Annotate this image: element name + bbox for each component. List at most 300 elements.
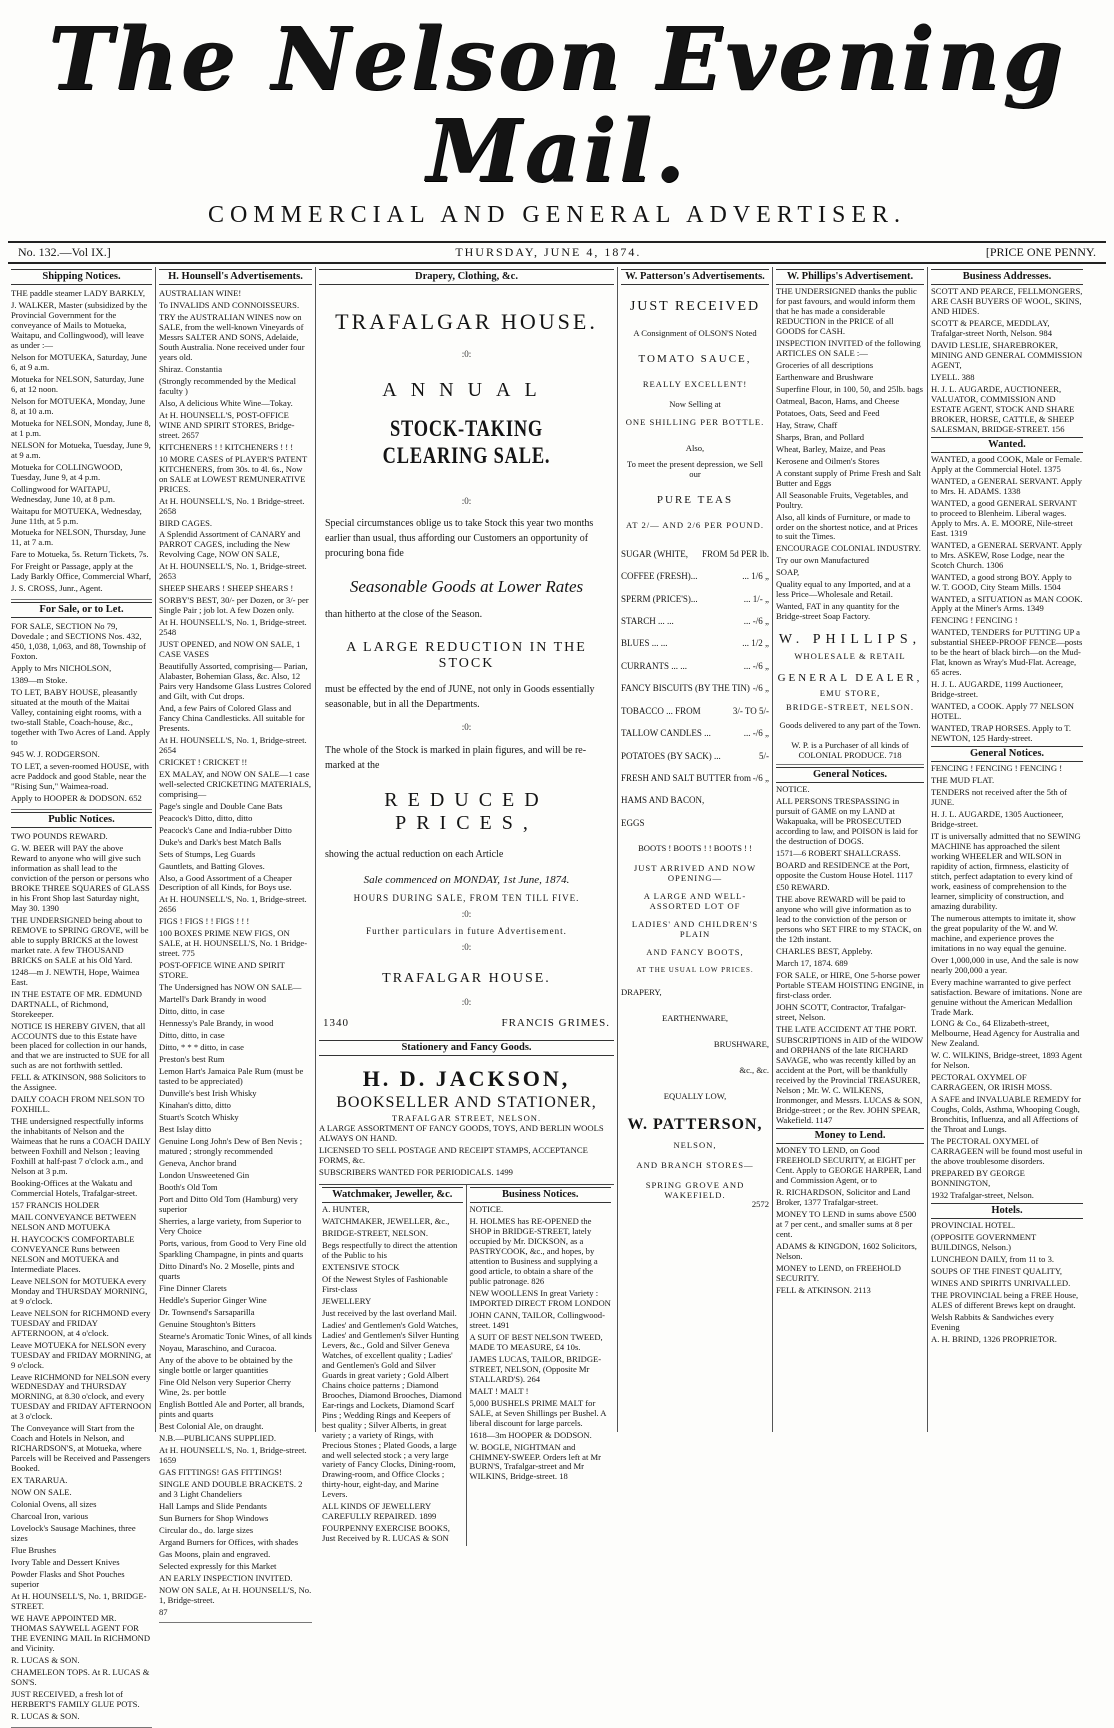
rule-ornament: :0: (461, 996, 472, 1007)
general-notice-line: Over 1,000,000 in use, And the sale is now nearly 200,000 a year. (931, 954, 1079, 975)
phillips-dealer: GENERAL DEALER, (777, 672, 923, 685)
earthenware-word: EARTHENWARE, (661, 1013, 729, 1024)
sale-hours: HOURS DURING SALE, FROM TEN TILL FIVE. (353, 892, 580, 903)
column-drapery (316, 267, 618, 1544)
money-line: ADAMS & KINGDON, 1602 Solicitors, Nelson. (776, 1241, 917, 1262)
advert-line: At H. HOUNSELL'S, No. 1, Bridge-street. 2653 (159, 561, 307, 582)
advert-line: Sun Burners for Shop Windows (159, 1512, 269, 1523)
advert-line: Peacock's Ditto, ditto, ditto (159, 812, 253, 823)
price-item-price: ... -/6 „ (743, 615, 769, 626)
watchmaker-line: Ladies' and Gentlemen's Gold Watches, Ladies' and Gentlemen's Silver Hunting Levers, &c., Gold and Silver Geneva Watches, of excellent quality ; Ladies' and Gentlemen's Gold and Silver Guards in great variety ; Gold Albert Chains choice patterns ; Diamond Brooches, Diamond Brooches, Diamond Ear-rings and Lockets, Diamond Scarf Pins ; Wedding Rings and Keepers of best quality ; Silver Alberts, in great variety ; a variety of Rings, with Precious Stones ; Plated Goods, a large and well selected stock ; a very large variety of Fancy Clocks, Dining-room, Drawing-room, and Office Clocks ; thirty-hour, eight-day, and Marine Levers. (322, 1319, 462, 1500)
public-notice-line: EX TARARUA. (11, 1475, 68, 1486)
drapery-ref: 1340 (323, 1017, 349, 1030)
stocktaking-heading: STOCK-TAKING CLEARING SALE. (382, 416, 551, 468)
for-sale-line: Apply to HOOPER & DODSON. 652 (11, 792, 142, 803)
advert-line: To INVALIDS AND CONNOISSEURS. (159, 300, 300, 311)
general-notice-line: FOR SALE, or HIRE, One 5-horse power Portable STEAM HOISTING ENGINE, in first-class order. (776, 969, 924, 1000)
watchmaker-line: Just received by the last overland Mail. (322, 1307, 457, 1318)
price-item-price: -/6 „ (752, 773, 769, 784)
watchmaker-section (319, 1185, 467, 1546)
watchmaker-line: EXTENSIVE STOCK (322, 1262, 400, 1273)
advert-line: NOW ON SALE, At H. HOUNSELL'S, No. 1, Bridge-street. (159, 1584, 312, 1605)
general-notice-line: £50 REWARD. (776, 881, 830, 892)
advert-line: KITCHENERS ! ! KITCHENERS ! ! ! (159, 441, 294, 452)
price-item-name: POTATOES (BY SACK) ... (621, 750, 721, 761)
drapery-body-3: must be effected by the end of JUNE, not only in Goods essentially seasonable, but in all the Departments. (325, 684, 595, 711)
trafalgar-house-footer: TRAFALGAR HOUSE. (382, 970, 551, 986)
column-shipping (8, 267, 156, 1721)
business-line: MALT ! MALT ! (469, 1385, 529, 1396)
price-row (621, 616, 769, 626)
general-notice-line: THE LATE ACCIDENT AT THE PORT. (776, 1023, 917, 1034)
phillips-line: Hay, Straw, Chaff (776, 419, 838, 430)
etc-word: &c., &c. (739, 1065, 769, 1076)
shipping-line: Motueka for NELSON, Thursday, June 11, at 7 a.m. (11, 527, 146, 548)
phillips-line: THE UNDERSIGNED thanks the public for past favours, and would inform them that he has made a considerable REDUCTION in the PRICE of all GOODS for CASH. (776, 286, 917, 337)
price-item-price: 5/- (759, 750, 769, 761)
hotel-line: SOUPS OF THE FINEST QUALITY, (931, 1266, 1063, 1276)
business-line: JAMES LUCAS, TAILOR, BRIDGE-STREET, NELSON, (Opposite Mr STALLARD'S). 264 (469, 1353, 602, 1384)
public-notice-line: H. HAYCOCK'S COMFORTABLE CONVEYANCE Runs between NELSON and MOTUEKA and Intermediate Places. (11, 1233, 135, 1274)
section-head-public: Public Notices. (11, 812, 152, 828)
jackson-title: BOOKSELLER AND STATIONER, (336, 1093, 597, 1111)
public-notice-line: Colonial Ovens, all sizes (11, 1499, 97, 1510)
advert-line: Best Colonial Ale, on draught. (159, 1421, 264, 1432)
public-notice-line: TWO POUNDS REWARD. (11, 831, 108, 842)
advert-line: Page's single and Double Cane Bats (159, 800, 283, 811)
phillips-line: Try our own Manufactured (776, 555, 870, 566)
section-head-wanted: Wanted. (931, 437, 1083, 453)
public-notice-line: NOW ON SALE. (11, 1487, 72, 1498)
money-line: FELL & ATKINSON. 2113 (776, 1284, 871, 1295)
rule-ornament: :0: (461, 495, 472, 506)
phillips-line: ENCOURAGE COLONIAL INDUSTRY. (776, 543, 921, 554)
shipping-line: For Freight or Passage, apply at the Lady Barkly Office, Commercial Wharf, (11, 561, 151, 582)
newspaper-subtitle: COMMERCIAL AND GENERAL ADVERTISER. (207, 202, 907, 228)
phillips-line: Earthenware and Brushware (776, 371, 874, 382)
advert-line: And, a few Pairs of Colored Glass and Fancy China Candlesticks. All suitable for Presents. (159, 702, 305, 733)
section-head-drapery: Drapery, Clothing, &c. (319, 269, 614, 285)
price-item-name: BLUES ... ... (621, 638, 668, 649)
advert-line: BIRD CAGES. (159, 517, 213, 528)
price-row (621, 661, 769, 671)
advert-line: At H. HOUNSELL'S, POST-OFFICE WINE AND SPIRIT STORES, Bridge-street. 2657 (159, 409, 295, 440)
public-notice-line: Leave MOTUEKA for NELSON every TUESDAY and FRIDAY MORNING, at 9 o'clock. (11, 1339, 152, 1370)
column-hounsell (156, 267, 316, 1617)
phillips-line: A constant supply of Prime Fresh and Salt Butter and Eggs (776, 467, 921, 488)
advert-line: Shiraz. Constantia (159, 363, 223, 374)
general-notice-line: 1932 Trafalgar-street, Nelson. (931, 1189, 1034, 1200)
business-line: JOHN CANN, TAILOR, Collingwood-street. 1491 (469, 1309, 605, 1330)
advert-line: Port and Ditto Old Tom (Hamburg) very superior (159, 1193, 298, 1214)
general-notice-line: H. J. L. AUGARDE, 1305 Auctioneer, Bridge-street. (931, 809, 1064, 830)
advert-line: Peacock's Cane and India-rubber Ditto (159, 824, 292, 835)
business-line: H. HOLMES has RE-OPENED the SHOP in BRIDGE-STREET, lately occupied by Mr. DICKSON, as a PASTRYCOOK, &c., and hopes, by attention to Business and supplying a good article, to obtain a share of the public patronage. 826 (469, 1216, 598, 1287)
usual-prices: AT THE USUAL LOW PRICES. (636, 966, 754, 975)
advert-line: Dunville's best Irish Whisky (159, 1087, 257, 1098)
public-notice-line: Leave RICHMOND for NELSON every WEDNESDAY and THURSDAY MORNING, at 8.30 o'clock, and every TUESDAY and FRIDAY AFTERNOON at 3 o'clock. (11, 1371, 152, 1422)
advert-line: EX MALAY, and NOW ON SALE—1 case well-selected CRICKETING MATERIALS, comprising— (159, 768, 312, 799)
hotel-line: (OPPOSITE GOVERNMENT BUILDINGS, Nelson.) (931, 1232, 1037, 1253)
price-item-name: SPERM (PRICE'S)... (621, 593, 698, 604)
advert-line: Genuine Stoughton's Bitters (159, 1319, 256, 1330)
phillips-bridge: BRIDGE-STREET, NELSON. (785, 702, 915, 713)
advert-line: At H. HOUNSELL'S, No. 1, Bridge-street. 2656 (159, 894, 307, 915)
advert-line: Ditto, ditto, in case (159, 1006, 225, 1017)
price-row (621, 818, 769, 828)
advert-line: Fine Old Nelson very Superior Cherry Wine, 2s. per bottle (159, 1377, 291, 1398)
advert-line: Fine Dinner Clarets (159, 1283, 227, 1294)
price-row (621, 728, 769, 738)
advert-line: Also, A delicious White Wine—Tokay. (159, 397, 293, 408)
advert-line: Argand Burners for Offices, with shades (159, 1536, 299, 1547)
wanted-line: WANTED, a good strong BOY. Apply to W. T. GOOD, City Steam Mills. 1504 (931, 571, 1072, 592)
wanted-line: WANTED, a GENERAL SERVANT. Apply to Mrs. ASKEW, Rose Lodge, near the Scotch Church. 1306 (931, 539, 1082, 570)
phillips-name: W. PHILLIPS, (778, 632, 922, 648)
business-line: A SUIT OF BEST NELSON TWEED, MADE TO MEASURE, £4 10s. (469, 1331, 603, 1352)
issue-number: No. 132.—Vol IX.] (18, 245, 111, 259)
phillips-wholesale: WHOLESALE & RETAIL (794, 651, 906, 662)
watchmaker-line: ALL KINDS OF JEWELLERY CAREFULLY REPAIRED. 1899 (322, 1501, 437, 1522)
watchmaker-line: FOURPENNY EXERCISE BOOKS, Just Received by R. LUCAS & SON (322, 1523, 450, 1544)
drapery-signature (323, 1017, 610, 1030)
general-notice-line: CHARLES BEST, Appleby. (776, 945, 873, 956)
price-row (621, 683, 769, 693)
general-notice-line: LONG & Co., 64 Elizabeth-street, Melbourne, Head Agency for Australia and New Zealand. (931, 1018, 1080, 1049)
public-notice-line: Ivory Table and Dessert Knives (11, 1556, 120, 1567)
section-head-phillips: W. Phillips's Advertisement. (776, 269, 924, 285)
money-line: MONEY TO LEND in sums above £500 at 7 per cent., and smaller sums at 8 per cent. (776, 1209, 917, 1240)
shipping-line: Collingwood for WAITAPU, Wednesday, June 10, at 8 p.m. (11, 483, 116, 504)
price-item-name: CURRANTS ... ... (621, 660, 688, 671)
public-notice-line: 157 FRANCIS HOLDER (11, 1200, 100, 1211)
advert-line: Sets of Stumps, Leg Guards (159, 848, 256, 859)
shipping-line: Nelson for MOTUEKA, Saturday, June 6, at 9 a.m. (11, 351, 147, 372)
jackson-lines (319, 1124, 614, 1178)
money-line: MONEY TO LEND, on Good FREEHOLD SECURITY, at EIGHT per Cent. Apply to GEORGE HARPER, Land and Commission Agent, or to (776, 1145, 922, 1186)
advert-line: AUSTRALIAN WINE! (159, 288, 242, 299)
price-item-name: COFFEE (FRESH)... (621, 571, 698, 582)
hotel-line: WINES AND SPIRITS UNRIVALLED. (931, 1277, 1071, 1288)
general-notice-line: 1571—6 ROBERT SHALLCRASS. (776, 848, 901, 859)
tomato-sauce: TOMATO SAUCE, (638, 353, 752, 366)
money-line: R. RICHARDSON, Solicitor and Land Broker, 1377 Trafalgar-street. (776, 1187, 911, 1208)
section-head-addresses: Business Addresses. (931, 269, 1083, 285)
hotel-line: A. H. BRIND, 1326 PROPRIETOR. (931, 1333, 1057, 1344)
wanted-line: FENCING ! FENCING ! (931, 615, 1018, 626)
advert-line: At H. HOUNSELL'S, No. 1, Bridge-street. 1659 (159, 1444, 307, 1465)
annual-heading: ANNUAL (382, 379, 551, 402)
sauce-price: ONE SHILLING PER BOTTLE. (625, 417, 765, 428)
phillips-line: Potatoes, Oats, Seed and Feed (776, 407, 880, 418)
masthead (8, 0, 1106, 264)
jackson-address: TRAFALGAR STREET, NELSON. (391, 1113, 542, 1124)
public-notice-line: Charcoal Iron, various (11, 1511, 89, 1522)
reduction-heading: A LARGE REDUCTION IN THE STOCK (346, 639, 587, 672)
general-notice-line: FENCING ! FENCING ! FENCING ! (931, 763, 1063, 774)
columns (8, 267, 1106, 1721)
branch-places: SPRING GROVE AND WAKEFIELD. (645, 1179, 745, 1200)
issue-price: [PRICE ONE PENNY. (985, 245, 1096, 259)
boots-heading: BOOTS ! BOOTS ! ! BOOTS ! ! (638, 843, 752, 854)
general-notice-line: PREPARED BY GEORGE BONNINGTON, (931, 1168, 1025, 1189)
public-notice-line: 1248—m J. NEWTH, Hope, Waimea East. (11, 966, 140, 987)
wanted-line: WANTED, TRAP HORSES. Apply to T. NEWTON, 125 Hardy-street. (931, 723, 1072, 744)
advert-line: The Undersigned has NOW ON SALE— (159, 982, 302, 993)
public-notice-line: THE undersigned respectfully informs the inhabitants of Nelson and the Waimeas that he runs a COACH DAILY between Foxhill and Nelson ; leaving Foxhill at half-past 7 o'clock a.m., and Nelson at 3 p.m. (11, 1116, 151, 1177)
phillips-line: All Seasonable Fruits, Vegetables, and Poultry. (776, 489, 909, 510)
drapery-body-5: showing the actual reduction on each Article (325, 849, 504, 861)
advert-line: JUST OPENED, and NOW ON SALE, 1 CASE VASES (159, 639, 301, 660)
advert-line: FIGS ! FIGS ! ! FIGS ! ! ! (159, 916, 250, 927)
phillips-line: Wheat, Barley, Maize, and Peas (776, 443, 886, 454)
advert-line: (Strongly recommended by the Medical faculty ) (159, 375, 296, 396)
drapery-subgrid (319, 1184, 614, 1546)
brushware-word: BRUSHWARE, (713, 1039, 769, 1050)
public-notice-line: At H. HOUNSELL'S, No. 1, BRIDGE-STREET. (11, 1590, 147, 1611)
business-line: NOTICE. (469, 1204, 504, 1215)
jackson-name: H. D. JACKSON, (362, 1066, 571, 1092)
business-section (467, 1185, 615, 1546)
advert-line: Ditto, * * * ditto, in case (159, 1042, 244, 1053)
wanted-line: WANTED, a SITUATION as MAN COOK. Apply at the Miner's Arms. 1349 (931, 593, 1083, 614)
jackson-line: A LARGE ASSORTMENT OF FANCY GOODS, TOYS, AND BERLIN WOOLS ALWAYS ON HAND. (319, 1123, 604, 1144)
advert-line: Duke's and Dark's best Match Balls (159, 836, 282, 847)
public-notice-line: JUST RECEIVED, a fresh lot of HERBERT'S FAMILY GLUE POTS. (11, 1688, 140, 1709)
for-sale-line: TO LET, BABY HOUSE, pleasantly situated at the mouth of the Maitai Valley, containing eight rooms, with a two-stall Stable, Coach-house, &c., together with Two Acres of Land. Apply to (11, 687, 150, 748)
patterson-ref: 2572 (751, 1199, 769, 1210)
advert-line: Any of the above to be obtained by the single bottle or larger quantities (159, 1355, 293, 1376)
advert-line: Genuine Long John's Dew of Ben Nevis ; matured ; strongly recommended (159, 1135, 303, 1156)
phillips-line: Quality equal to any Imported, and at a less Price—Wholesale and Retail. (776, 579, 911, 600)
price-item-price: ... 1/6 „ (742, 571, 769, 582)
drapery-signer: FRANCIS GRIMES. (501, 1017, 610, 1030)
phillips-emu: EMU STORE, (819, 688, 881, 699)
section-head-forsale: For Sale, or to Let. (11, 602, 152, 618)
public-notice-line: WE HAVE APPOINTED MR. THOMAS SAYWELL AGENT FOR THE EVENING MAIL In RICHMOND and Vicinity. (11, 1612, 151, 1653)
advert-line: AN EARLY INSPECTION INVITED. (159, 1572, 293, 1583)
wanted-line: WANTED, TENDERS for PUTTING UP a substantial SHEEP-PROOF FENCE—posts to be the heart of black birch—on the Mud-Flat, known as Wray's Mud-Flat. Acreage, 65 acres. (931, 627, 1083, 678)
price-row (621, 549, 769, 559)
section-head-hotels: Hotels. (931, 1203, 1083, 1219)
also: Also, (685, 443, 705, 454)
public-notice-line: NOTICE IS HEREBY GIVEN, that all ACCOUNTS due to this Estate have been placed for collection in our hands, and that we are instructed to SUE for all such as are not forthwith settled. (11, 1020, 150, 1071)
wanted-notices (931, 455, 1083, 744)
advert-line: Best Islay ditto (159, 1123, 212, 1134)
general-notice-line: ALL PERSONS TRESPASSING in pursuit of GAME on my LAND at Wakapuaka, will be PROSECUTED according to law, and POISON is laid for the destruction of DOGS. (776, 796, 918, 847)
phillips-purchaser: W. P. is a Purchaser of all kinds of COLONIAL PRODUCE. 718 (776, 739, 924, 765)
public-notice-line: Leave NELSON for MOTUEKA every Monday and THURSDAY MORNING, at 9 o'clock. (11, 1275, 148, 1306)
public-notice-line: THE UNDERSIGNED being about to REMOVE to SPRING GROVE, will be able to supply BRICKS at the lowest market rate. A few THOUSAND BRICKS on SALE at his Old Yard. (11, 914, 149, 965)
for-sale-line: TO LET, a seven-roomed HOUSE, with acre Paddock and good Stable, near the "Rising Sun," Waimea-road. (11, 761, 149, 791)
price-row (621, 638, 769, 648)
for-sale-line: Apply to Mrs NICHOLSON, (11, 663, 112, 674)
price-row (621, 795, 769, 805)
general-notice-line: THE MUD FLAT. (931, 775, 995, 786)
public-notice-line: R. LUCAS & SON. (11, 1710, 80, 1721)
equally-low: EQUALLY LOW, (663, 1091, 727, 1102)
advert-line: Booth's Old Tom (159, 1181, 218, 1192)
hotel-line: PROVINCIAL HOTEL. (931, 1220, 1016, 1231)
shipping-line: Motueka for NELSON, Monday, June 8, at 1 p.m. (11, 417, 151, 438)
general-notice-line: The PECTORAL OXYMEL of CARRAGEEN will be found most useful in the above troublesome disorders. (931, 1136, 1083, 1167)
jackson-line: SUBSCRIBERS WANTED FOR PERIODICALS. 1499 (319, 1167, 513, 1178)
advert-line: Selected expressly for this Market (159, 1560, 277, 1571)
advert-line: Preston's best Rum (159, 1054, 225, 1065)
phillips-line: Wanted, FAT in any quantity for the Bridge-street Soap Factory. (776, 601, 900, 622)
price-item-price: ... 1/2 „ (742, 638, 769, 649)
address-line: LYELL. 388 (931, 371, 975, 382)
price-item-price: 3/- TO 5/- (732, 705, 769, 716)
advert-line: Beautifully Assorted, comprising— Parian, Alabaster, Bohemian Glass, &c. Also, 12 Pairs very Handsome Glass Lustres Colored and Gilt, with Cut drops. (159, 661, 312, 702)
address-line: H. J. L. AUGARDE, AUCTIONEER, VALUATOR, COMMISSION AND ESTATE AGENT, STOCK AND SHARE BROKER, HORSE, CATTLE, & SHEEP SALESMAN, BRIDGE-STREET. 156 (931, 383, 1075, 434)
price-item-name: EGGS (621, 817, 645, 828)
section-head-stationery: Stationery and Fancy Goods. (319, 1040, 614, 1056)
public-notice-line: Lovelock's Sausage Machines, three sizes (11, 1523, 136, 1544)
advert-line: English Bottled Ale and Porter, all brands, pints and quarts (159, 1399, 305, 1420)
price-item-name: HAMS AND BACON, (621, 795, 705, 806)
for-sale-notices (11, 620, 152, 809)
advert-line: POST-OFFICE WINE AND SPIRIT STORE. (159, 960, 285, 981)
watchmaker-lines (322, 1205, 463, 1544)
section-head-shipping: Shipping Notices. (11, 269, 152, 285)
general-notice-line: W. C. WILKINS, Bridge-street, 1893 Agent for Nelson. (931, 1050, 1083, 1071)
general-notice-line: PECTORAL OXYMEL OF CARRAGEEN, OR IRISH MOSS. (931, 1072, 1053, 1093)
shipping-line: Waitapu for MOTUEKA, Wednesday, June 11th, at 5 p.m. (11, 505, 142, 526)
drapery-body-2: than hitherto at the close of the Season. (325, 608, 483, 620)
advert-line: CRICKET ! CRICKET !! (159, 756, 248, 767)
advert-line: At H. HOUNSELL'S, No. 1, Bridge-street. 2548 (159, 617, 307, 638)
public-notice-line: MAIL CONVEYANCE BETWEEN NELSON AND MOTUEKA (11, 1211, 137, 1232)
phillips-delivered: Goods delivered to any part of the Town. (779, 720, 921, 731)
price-row (621, 706, 769, 716)
public-notice-line: Booking-Offices at the Wakatu and Commercial Hotels, Trafalgar-street. (11, 1178, 138, 1199)
price-item-price: -/6 „ (752, 683, 769, 694)
general-notices-2 (931, 764, 1083, 1201)
price-list (621, 549, 769, 829)
phillips-line: Sharps, Bran, and Pollard (776, 431, 865, 442)
advert-line: A Splendid Assortment of CANARY and PARROT CAGES, including the New Revolving Cage, NOW ON SALE, (159, 529, 301, 560)
tea-price: AT 2/— AND 2/6 PER POUND. (625, 519, 764, 530)
advert-line: Noyau, Maraschino, and Curacoa. (159, 1343, 277, 1354)
price-item-name: STARCH ... ... (621, 615, 674, 626)
phillips-line: INSPECTION INVITED of the following ARTICLES ON SALE :— (776, 338, 921, 358)
price-item-name: FANCY BISCUITS (BY THE TIN) (621, 683, 750, 694)
general-notice-line: Every machine warranted to give perfect satisfaction. Beware of imitations. None are genuine without the American Medallion Trade Mark. (931, 976, 1083, 1017)
advert-line: Heddle's Superior Ginger Wine (159, 1295, 267, 1306)
seasonable-heading: Seasonable Goods at Lower Rates (349, 577, 584, 597)
advert-line: 100 BOXES PRIME NEW FIGS, ON SALE, at H. HOUNSELL'S, No. 1 Bridge-street. 775 (159, 928, 308, 959)
reduced-prices-heading: REDUCED PRICES, (384, 788, 549, 834)
wanted-line: H. J. L. AUGARDE, 1199 Auctioneer, Bridge-street. (931, 679, 1064, 700)
watchmaker-line: A. HUNTER, (322, 1204, 370, 1215)
advert-line: Ditto, ditto, in case (159, 1030, 225, 1041)
wanted-line: WANTED, a good COOK, Male or Female. Apply at the Commercial Hotel. 1375 (931, 453, 1083, 474)
meet-depression: To meet the present depression, we Sell our (626, 459, 764, 479)
advert-line: 87 (159, 1606, 168, 1617)
watchmaker-line: Of the Newest Styles of Fashionable First-class (322, 1274, 448, 1295)
rule-ornament: :0: (461, 909, 472, 920)
general-notice-line: THE above REWARD will be paid to anyone who will give information as to lead to the conviction of the person or persons who SET FIRE to my STACK, on the 12th instant. (776, 893, 922, 944)
hotel-line: Welsh Rabbits & Sandwiches every Evening (931, 1311, 1054, 1332)
advert-line: Gas Moons, plain and engraved. (159, 1548, 271, 1559)
hotel-notices (931, 1221, 1083, 1345)
address-line: SCOTT & PEARCE, MEDDLAY, Trafalgar-street North, Nelson. 984 (931, 318, 1052, 339)
wanted-line: WANTED, a GENERAL SERVANT. Apply to Mrs. H. ADAMS. 1338 (931, 475, 1082, 496)
shipping-line: Motueka for NELSON, Saturday, June 6, at 12 noon. (11, 373, 145, 394)
advert-line: Also, a Good Assortment of a Cheaper Description of all Kinds, for Boys use. (159, 872, 292, 893)
business-addresses (931, 287, 1083, 435)
advert-line: Hall Lamps and Slide Pendants (159, 1500, 267, 1511)
general-notice-line: The numerous attempts to imitate it, show the great popularity of the W. and W. machine, and experience proves the imitations in no way equal the genuine. (931, 912, 1076, 953)
pure-teas: PURE TEAS (656, 493, 734, 506)
advert-line: London Unsweetened Gin (159, 1169, 250, 1180)
general-notice-line: March 17, 1874. 689 (776, 957, 848, 968)
general-notice-line: A SAFE and INVALUABLE REMEDY for Coughs, Colds, Asthma, Whooping Cough, Bronchitis, Influenza, and all Affections of the Throat and Lungs. (931, 1094, 1082, 1135)
shipping-notices (11, 287, 152, 600)
phillips-lines (776, 287, 924, 622)
assorted-lot: A LARGE AND WELL-ASSORTED LOT OF (643, 891, 747, 912)
now-selling: Now Selling at (669, 399, 721, 410)
for-sale-line: FOR SALE, SECTION No 79, Dovedale ; and SECTIONS Nos. 432, 450, 1,038, 1,063, and 88, Township of Foxton. (11, 621, 146, 662)
price-item-price: ... -/6 „ (743, 728, 769, 739)
public-notice-line: Leave NELSON for RICHMOND every TUESDAY and FRIDAY AFTERNOON, at 4 o'clock. (11, 1307, 151, 1338)
watchmaker-line: Begs respectfully to direct the attention of the Public to his (322, 1240, 458, 1261)
public-notice-line: DAILY COACH FROM NELSON TO FOXHILL. (11, 1094, 145, 1115)
drapery-word: DRAPERY, (621, 987, 662, 998)
advert-line: GAS FITTINGS! GAS FITTINGS! (159, 1466, 282, 1477)
phillips-line: Superfine Flour, in 100, 50, and 25lb. bags (776, 383, 923, 394)
public-notice-line: Flue Brushes (11, 1545, 57, 1556)
advert-line: SINGLE AND DOUBLE BRACKETS. 2 and 3 Light Chandeliers (159, 1478, 303, 1499)
phillips-line: Groceries of all descriptions (776, 359, 874, 370)
public-notice-line: R. LUCAS & SON. (11, 1654, 80, 1665)
shipping-line: NELSON for Motueka, Tuesday, June 9, at 9 a.m. (11, 439, 151, 460)
advert-line: TRY the AUSTRALIAN WINES now on SALE, from the well-known Vineyards of Messrs SALTER AND SONS, Adelaide, South Australia. None received under four years old. (159, 312, 305, 362)
general-notices (776, 785, 924, 1126)
price-item-name: SUGAR (WHITE, (621, 548, 688, 559)
advert-line: Stearne's Aromatic Tonic Wines, of all kinds (159, 1331, 312, 1342)
public-notice-line: FELL & ATKINSON, 988 Solicitors to the Assignee. (11, 1072, 146, 1093)
general-notice-line: NOTICE. (776, 784, 810, 795)
general-notice-line: BOARD and RESIDENCE at the Port, opposite the Custom House Hotel. 1117 (776, 859, 913, 880)
advert-line: SORBY'S BEST, 30/- per Dozen, or 3/- per Single Pair ; job lot. A few Dozen only. (159, 595, 309, 616)
rule-ornament: :0: (461, 942, 472, 953)
hotel-line: THE PROVINCIAL being a FREE House, ALES of different Brews kept on draught. (931, 1289, 1079, 1310)
advert-line: Martell's Dark Brandy in wood (159, 994, 267, 1005)
rule-ornament: :0: (461, 722, 472, 733)
advert-line: Circular do., do. large sizes (159, 1524, 254, 1535)
price-row (621, 773, 769, 783)
advert-line: Sherries, a large variety, from Superior to Very Choice (159, 1215, 302, 1236)
watchmaker-line: BRIDGE-STREET, NELSON. (322, 1228, 429, 1239)
price-item-price: FROM 5d PER lb. (701, 548, 769, 559)
further-particulars: Further particulars in future Advertisement. (366, 925, 567, 936)
address-line: DAVID LESLIE, SHAREBROKER, MINING AND GENERAL COMMISSION AGENT, (931, 340, 1083, 370)
advert-line: Stuart's Scotch Whisky (159, 1111, 239, 1122)
advert-line: Gauntlets, and Batting Gloves. (159, 860, 265, 871)
advert-line: SHEEP SHEARS ! SHEEP SHEARS ! (159, 583, 294, 594)
just-received: JUST RECEIVED (629, 299, 761, 315)
watchmaker-line: WATCHMAKER, JEWELLER, &c., (322, 1216, 450, 1227)
public-notice-line: Powder Flasks and Shot Pouches superior (11, 1568, 125, 1589)
section-head-watchmaker: Watchmaker, Jeweller, &c. (322, 1187, 463, 1203)
dateline (8, 241, 1106, 264)
public-notices (11, 830, 152, 1727)
price-row (621, 594, 769, 604)
money-notices (776, 1146, 924, 1296)
advert-line: Sparkling Champagne, in pints and quarts (159, 1249, 304, 1260)
